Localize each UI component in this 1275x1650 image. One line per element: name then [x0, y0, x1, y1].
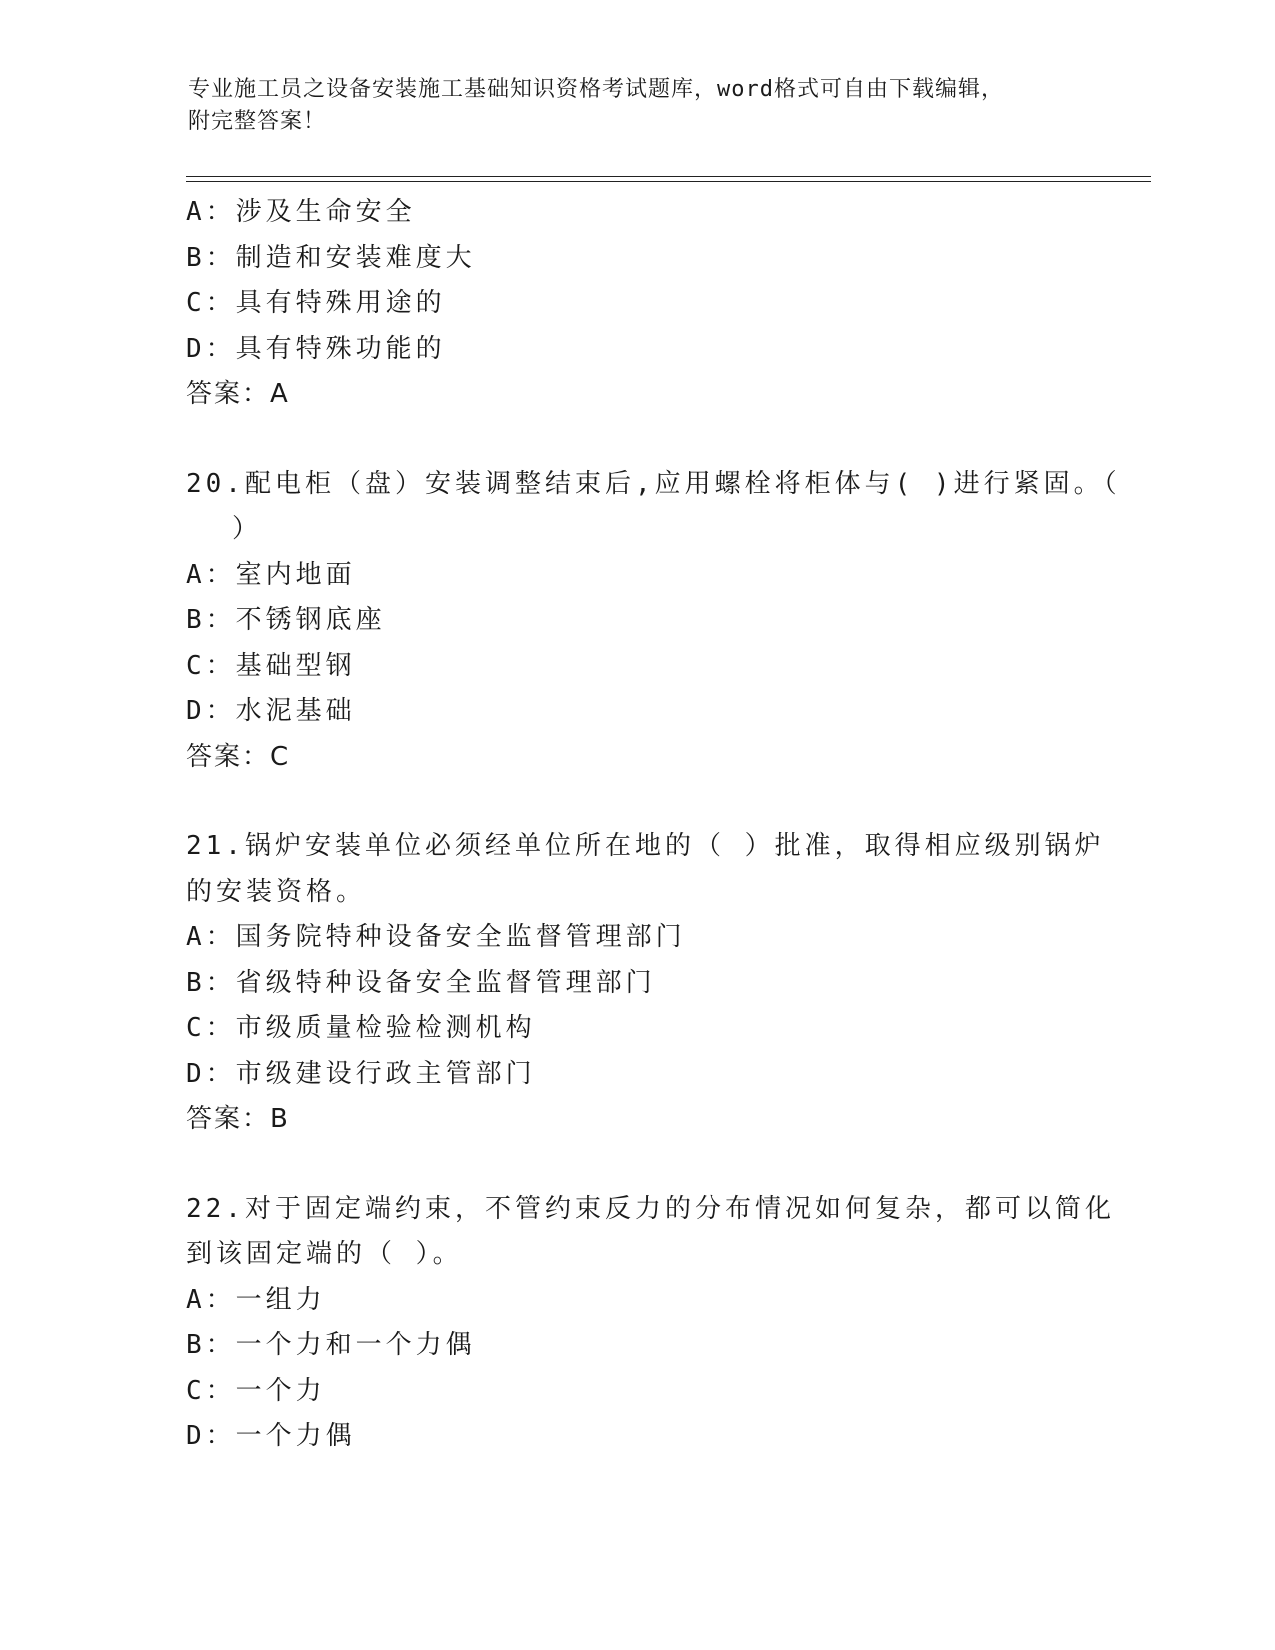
option-a: A：室内地面: [186, 559, 356, 590]
question-stem: 21.锅炉安装单位必须经单位所在地的（ ）批准，取得相应级别锅炉: [186, 831, 1105, 861]
option-d: D：水泥基础: [186, 696, 356, 726]
question-stem: 20.配电柜（盘）安装调整结束后,应用螺栓将柜体与( )进行紧固。（: [186, 468, 1121, 499]
question-stem-cont: 的安装资格。: [186, 876, 367, 907]
spacer: [186, 418, 1086, 462]
question-stem-cont: ）: [232, 514, 263, 544]
question-19-tail: [186, 190, 1086, 418]
answer: 答案：C: [186, 741, 291, 772]
question-stem: 22.对于固定端约束，不管约束反力的分布情况如何复杂，都可以简化: [186, 1193, 1115, 1224]
option-d: D：市级建设行政主管部门: [186, 1058, 536, 1089]
option-b: B：不锈钢底座: [186, 605, 386, 635]
spacer: [186, 780, 1086, 824]
option-c: C：市级质量检验检测机构: [186, 1013, 536, 1043]
option-b: B：省级特种设备安全监督管理部门: [186, 967, 656, 998]
header-line-2: 附完整答案！: [188, 109, 327, 134]
question-stem-cont: 到该固定端的（ ）。: [186, 1239, 463, 1269]
option-d: D：具有特殊功能的: [186, 333, 446, 364]
header-divider-top: [186, 176, 1151, 177]
answer: 答案：B: [186, 1104, 290, 1134]
question-21: [186, 824, 1105, 1143]
option-a: A：国务院特种设备安全监督管理部门: [186, 922, 686, 952]
question-22: [186, 1187, 1115, 1460]
option-c: C：基础型钢: [186, 650, 356, 681]
question-20: [186, 462, 1121, 781]
document-header: [188, 74, 1068, 138]
header-line-1: 专业施工员之设备安装施工基础知识资格考试题库，word格式可自由下载编辑，: [188, 77, 1004, 102]
spacer: [186, 1143, 1086, 1187]
option-a: A：涉及生命安全: [186, 197, 416, 227]
question-list: [186, 190, 1121, 1460]
header-divider-bottom: [186, 181, 1151, 182]
option-b: B：一个力和一个力偶: [186, 1330, 476, 1360]
option-b: B：制造和安装难度大: [186, 242, 476, 273]
option-d: D：一个力偶: [186, 1421, 356, 1451]
option-c: C：一个力: [186, 1375, 326, 1406]
option-a: A：一组力: [186, 1284, 326, 1315]
answer: 答案：A: [186, 379, 290, 409]
option-c: C：具有特殊用途的: [186, 288, 446, 318]
